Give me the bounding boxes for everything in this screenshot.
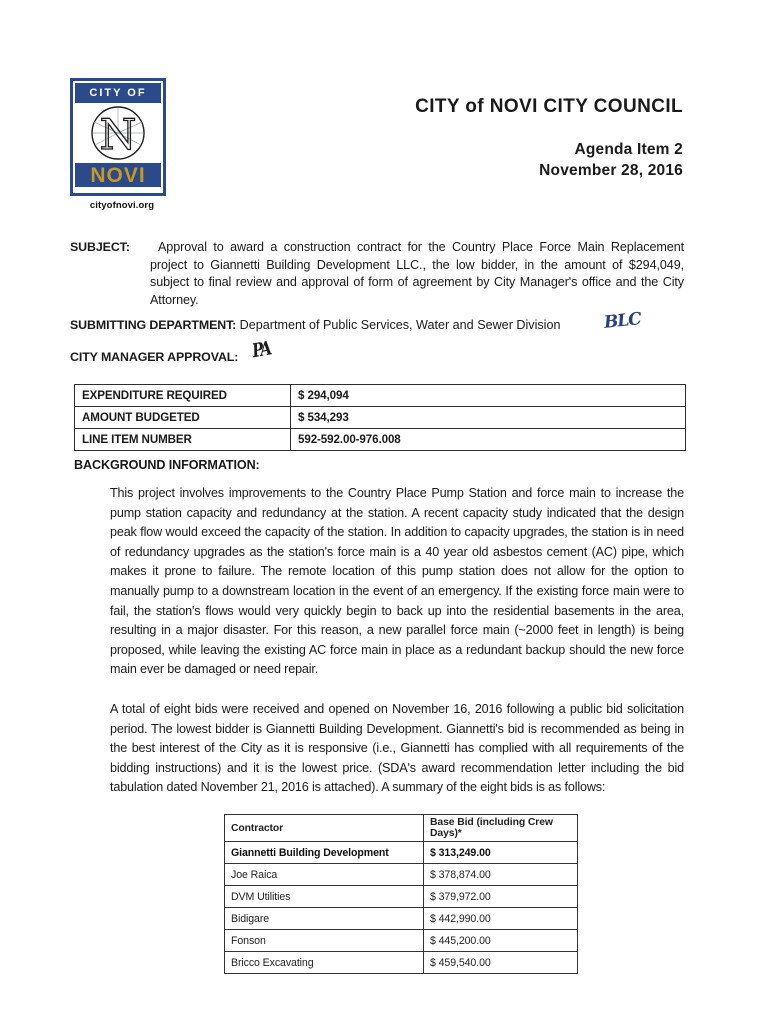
logo-monogram-emblem	[75, 103, 161, 163]
submitting-department-label: SUBMITTING DEPARTMENT:	[70, 318, 237, 332]
bid-amount: $ 313,249.00	[424, 842, 578, 864]
bid-amount: $ 442,990.00	[424, 908, 578, 930]
svg-text:N: N	[99, 110, 137, 159]
bid-amount: $ 379,972.00	[424, 886, 578, 908]
expenditure-key: LINE ITEM NUMBER	[75, 429, 291, 451]
expenditure-table-body	[75, 385, 686, 451]
city-manager-approval-row	[70, 350, 238, 364]
agenda-date: November 28, 2016	[539, 162, 683, 179]
submitting-department-value: Department of Public Services, Water and Sewer Division	[239, 318, 561, 332]
bid-contractor: Joe Raica	[225, 864, 424, 886]
background-paragraph-2: A total of eight bids were received and opened on November 16, 2016 following a public bid solicitation period. The lowest bidder is Giannetti Building Development. Giannetti's bid is recommended as being in the best interest of the City as it is responsive (i.e., Giannetti has complied with all requirements of the bidding instructions) and it is the lowest price. (SDA's award recommendation letter including the bid tabulation dated November 21, 2016 is attached). A summary of the eight bids is as follows:	[110, 702, 684, 795]
bid-amount: $ 378,874.00	[424, 864, 578, 886]
bid-amount: $ 445,200.00	[424, 930, 578, 952]
expenditure-value: $ 534,293	[291, 407, 686, 429]
expenditure-value: $ 294,094	[291, 385, 686, 407]
background-information-heading: BACKGROUND INFORMATION:	[74, 458, 260, 472]
table-row	[225, 952, 578, 974]
bid-contractor: DVM Utilities	[225, 886, 424, 908]
agenda-item-label: Agenda Item 2	[574, 141, 683, 158]
subject-text	[150, 239, 684, 309]
bid-contractor: Fonson	[225, 930, 424, 952]
table-row	[225, 908, 578, 930]
logo-bottom-banner	[75, 163, 161, 187]
bid-column-contractor: Contractor	[225, 815, 424, 842]
agenda-header	[539, 139, 683, 181]
expenditure-value: 592-592.00-976.008	[291, 429, 686, 451]
table-row	[225, 842, 578, 864]
logo-website-url: cityofnovi.org	[89, 200, 155, 211]
background-paragraph-1: This project involves improvements to the Country Place Pump Station and force main to increase the pump station capacity and redundancy at the station. A recent capacity study indicated that the design peak flow would exceed the capacity of the station. In addition to capacity upgrades, the station is in need of redundancy upgrades as the station's force main is a 40 year old asbestos cement (AC) pipe, which makes it prone to failure. The remote location of this pump station does not allow for the option to manually pump to a downstream location in the event of an emergency. If the existing force main were to fail, the station's flows would very quickly begin to back up into the residential basements in the area, resulting in a major disaster. For this reason, a new parallel force main (~2000 feet in length) is being proposed, while leaving the existing AC force main in place as a redundant backup should the new force main ever be damaged or need repair.	[110, 486, 684, 677]
logo-bottom-text: NOVI	[90, 163, 146, 187]
table-row	[75, 385, 686, 407]
bid-contractor: Bricco Excavating	[225, 952, 424, 974]
table-row	[225, 930, 578, 952]
logo-top-text: CITY OF	[75, 83, 161, 103]
table-header-row	[225, 815, 578, 842]
bid-table-body	[225, 842, 578, 974]
bid-contractor: Bidigare	[225, 908, 424, 930]
bid-amount: $ 459,540.00	[424, 952, 578, 974]
table-row	[225, 864, 578, 886]
department-signature-initials: BLC	[603, 309, 642, 333]
expenditure-key: AMOUNT BUDGETED	[75, 407, 291, 429]
bid-column-base-bid: Base Bid (including Crew Days)*	[424, 815, 578, 842]
subject-section	[70, 238, 684, 309]
bid-table-head	[225, 815, 578, 842]
table-row	[75, 407, 686, 429]
city-manager-signature-mark: PA	[250, 337, 272, 363]
expenditure-table	[74, 384, 686, 451]
city-of-novi-logo	[70, 78, 174, 211]
city-manager-approval-label: CITY MANAGER APPROVAL:	[70, 350, 239, 364]
table-row	[225, 886, 578, 908]
bid-contractor: Giannetti Building Development	[225, 842, 424, 864]
subject-label: SUBJECT:	[70, 240, 130, 254]
bid-summary-table	[224, 814, 578, 974]
subject-text-value: Approval to award a construction contract for the Country Place Force Main Replacement project to Giannetti Building Development LLC., the low bidder, in the amount of $294,049, subject to final review and approval of form of agreement by City Manager's office and the City Attorney.	[150, 240, 684, 307]
submitting-department-row	[70, 318, 560, 332]
logo-frame	[70, 78, 166, 196]
expenditure-key: EXPENDITURE REQUIRED	[75, 385, 291, 407]
table-row	[75, 429, 686, 451]
page-title: CITY of NOVI CITY COUNCIL	[415, 96, 683, 117]
